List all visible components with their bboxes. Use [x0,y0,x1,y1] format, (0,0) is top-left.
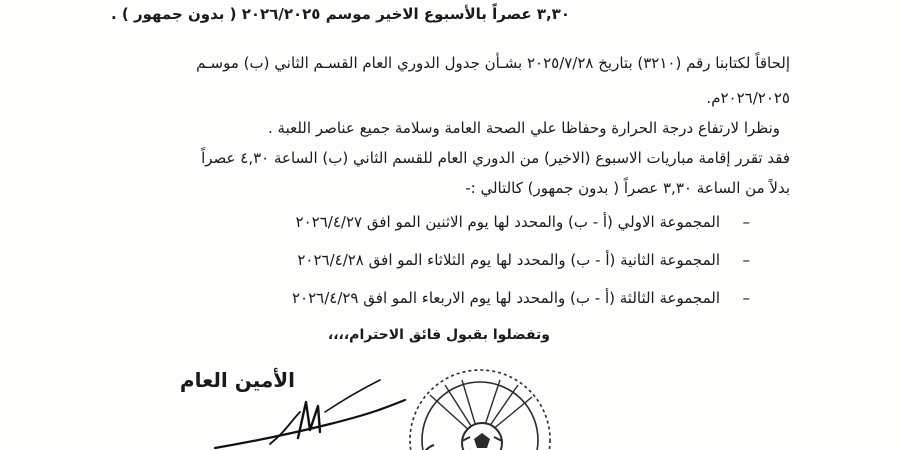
list-dash: – [742,213,750,231]
closing-salutation: وتفضلوا بقبول فائق الاحترام،،،، [327,327,550,343]
paragraph-reference-line-1: إلحاقاً لكتابنا رقم (٣٢١٠) بتاريخ ٢٠٢٥/٧/٢٨ بشـأن جدول الدوري العام القسـم الثاني (ب) موسـم [196,54,790,72]
paragraph-decision-line-1: فقد تقرر إقامة مباريات الاسبوع (الاخير) من الدوري العام للقسم الثاني (ب) الساعة ٤,٣٠ عصراً [201,149,790,167]
seal-icon [400,355,560,450]
paragraph-reference-line-2: ٢٠٢٦/٢٠٢٥م. [706,89,790,107]
list-item [0,250,900,274]
signer-title: الأمين العام [179,368,295,392]
group-schedule-text: المجموعة الاولي (أ - ب) والمحدد لها يوم الاثنين المو افق ٢٠٢٦/٤/٢٧ [295,213,720,231]
list-dash: – [742,251,750,269]
group-schedule-text: المجموعة الثالثة (أ - ب) والمحدد لها يوم الاربعاء المو افق ٢٠٢٦/٤/٢٩ [291,289,720,307]
list-item [0,212,900,236]
group-schedule-text: المجموعة الثانية (أ - ب) والمحدد لها يوم الثلاثاء المو افق ٢٠٢٦/٤/٢٨ [297,251,720,269]
list-dash: – [742,289,750,307]
paragraph-decision-line-2: بدلاً من الساعة ٣,٣٠ عصراً ( بدون جمهور) كالتالي :- [465,179,790,197]
document-heading: ٣,٣٠ عصراً بالأسبوع الاخير موسم ٢٠٢٦/٢٠٢٥ ( بدون جمهور ) . [110,5,570,23]
paragraph-reason: ونظرا لارتفاع درجة الحرارة وحفاظا علي الصحة العامة وسلامة جميع عناصر اللعبة . [268,119,780,137]
list-item [0,288,900,312]
signature-icon [210,372,410,450]
